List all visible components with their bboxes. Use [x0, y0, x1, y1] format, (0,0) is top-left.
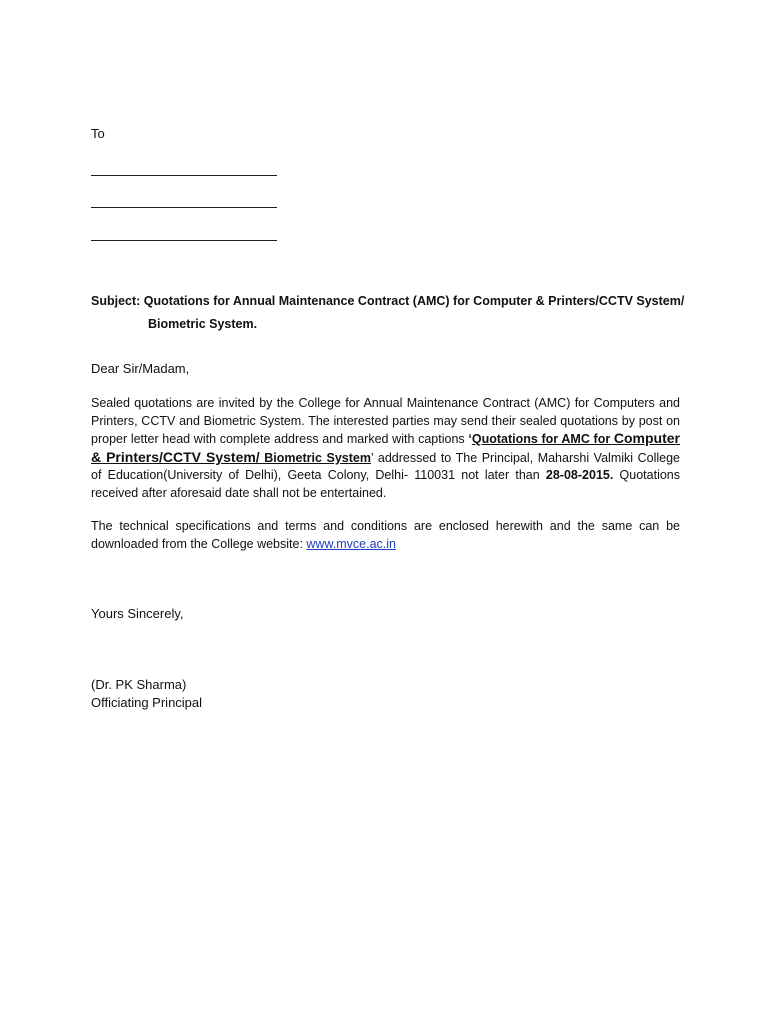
closing: Yours Sincerely,	[91, 606, 184, 621]
address-line-2	[91, 207, 277, 208]
to-label: To	[91, 126, 105, 141]
signer-title: Officiating Principal	[91, 695, 203, 710]
para1-text-2: addressed to The Principal, Maharshi Valmiki College of Education(University of Delhi), Geeta Colony, Delhi- 110031 not later than	[91, 450, 680, 483]
subject-line-1: Subject: Quotations for Annual Maintenance Contract (AMC) for Computer & Printers/CCTV System/	[91, 294, 685, 308]
para2-text: The technical specifications and terms and conditions are enclosed herewith and the same can be downloaded from the College website:	[91, 519, 680, 551]
para1-text-1: Sealed quotations are invited by the College for Annual Maintenance Contract (AMC) for Computers and Printers, CCTV and Biometric System. The interested parties may send their sealed quotations by post on proper letter head with complete address and marked with captions	[91, 396, 680, 447]
paragraph-specifications	[91, 518, 680, 553]
caption-part-b: Computer & Printers/CCTV System/	[91, 430, 681, 465]
greeting: Dear Sir/Madam,	[91, 361, 190, 376]
college-website-link[interactable]: www.mvce.ac.in	[306, 536, 397, 551]
para1-text-3: Quotations received after aforesaid date shall not be entertained.	[91, 468, 680, 500]
caption-part-a: Quotations for AMC for	[471, 432, 614, 447]
paragraph-invitation	[91, 395, 680, 503]
address-line-1	[91, 175, 277, 176]
signer-name: (Dr. PK Sharma)	[91, 677, 187, 692]
address-line-3	[91, 240, 277, 241]
caption-quote-open: ‘	[468, 432, 472, 447]
caption-quote-close: ’	[370, 450, 374, 465]
deadline-date: 28-08-2015.	[545, 468, 614, 483]
subject-line-2: Biometric System.	[148, 317, 258, 331]
signature-block	[91, 676, 202, 712]
caption-part-c: Biometric System	[259, 450, 371, 465]
subject	[91, 290, 691, 336]
